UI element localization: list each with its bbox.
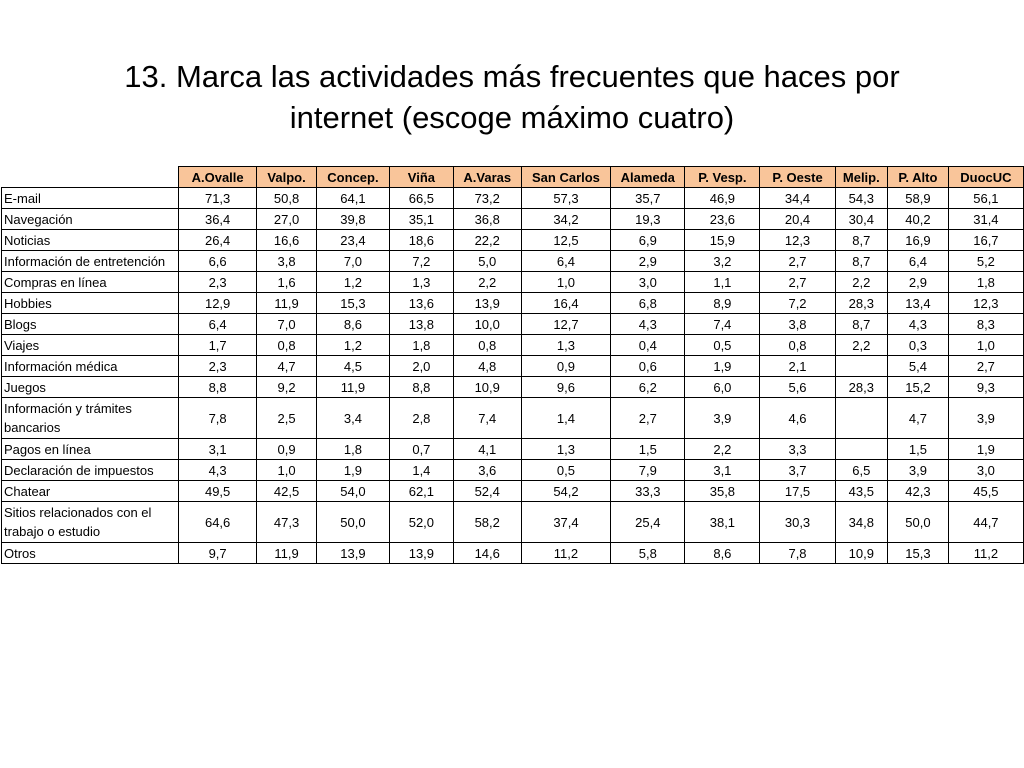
table-cell: 56,1 [948, 188, 1023, 209]
table-cell: 2,2 [835, 272, 887, 293]
table-cell: 5,8 [611, 543, 685, 564]
table-cell: 23,4 [316, 230, 389, 251]
table-cell: 4,1 [453, 439, 521, 460]
table-cell: 3,0 [948, 460, 1023, 481]
row-label: E-mail [2, 188, 179, 209]
row-label: Otros [2, 543, 179, 564]
table-cell: 10,9 [835, 543, 887, 564]
table-cell: 2,9 [888, 272, 949, 293]
table-row [2, 209, 1024, 230]
table-cell: 1,1 [685, 272, 760, 293]
table-cell: 3,0 [611, 272, 685, 293]
table-cell: 20,4 [760, 209, 835, 230]
table-cell: 2,2 [453, 272, 521, 293]
table-row [2, 272, 1024, 293]
table-cell: 15,3 [888, 543, 949, 564]
table-row [2, 293, 1024, 314]
column-header: Viña [389, 167, 453, 188]
column-header: P. Alto [888, 167, 949, 188]
table-cell: 18,6 [389, 230, 453, 251]
table-cell: 0,3 [888, 335, 949, 356]
table-cell: 1,3 [521, 439, 611, 460]
column-header: Alameda [611, 167, 685, 188]
table-cell: 9,6 [521, 377, 611, 398]
table-cell: 6,4 [521, 251, 611, 272]
table-cell: 22,2 [453, 230, 521, 251]
table-cell: 2,5 [257, 398, 317, 439]
column-header: P. Vesp. [685, 167, 760, 188]
table-cell: 35,1 [389, 209, 453, 230]
row-label: Noticias [2, 230, 179, 251]
table-cell: 3,7 [760, 460, 835, 481]
table-cell: 54,0 [316, 481, 389, 502]
table-cell: 8,7 [835, 251, 887, 272]
table-cell: 7,0 [316, 251, 389, 272]
table-cell: 1,5 [888, 439, 949, 460]
table-cell: 38,1 [685, 502, 760, 543]
table-cell: 8,9 [685, 293, 760, 314]
table-cell: 15,2 [888, 377, 949, 398]
table-cell: 13,9 [389, 543, 453, 564]
table-cell: 2,9 [611, 251, 685, 272]
table-row [2, 398, 1024, 439]
column-header: A.Varas [453, 167, 521, 188]
table-cell: 1,0 [521, 272, 611, 293]
slide-title-line-2: internet (escoge máximo cuatro) [289, 100, 735, 135]
table-cell: 8,7 [835, 314, 887, 335]
table-cell: 28,3 [835, 377, 887, 398]
table-cell: 1,8 [316, 439, 389, 460]
table-cell: 3,2 [685, 251, 760, 272]
table-cell: 54,2 [521, 481, 611, 502]
table-cell: 1,0 [948, 335, 1023, 356]
table-cell: 7,4 [453, 398, 521, 439]
table-cell: 11,2 [948, 543, 1023, 564]
row-label: Blogs [2, 314, 179, 335]
table-cell: 0,9 [257, 439, 317, 460]
table-cell: 0,5 [521, 460, 611, 481]
table-row [2, 543, 1024, 564]
table-cell: 11,9 [316, 377, 389, 398]
table-cell: 47,3 [257, 502, 317, 543]
row-label: Pagos en línea [2, 439, 179, 460]
table-row [2, 251, 1024, 272]
data-table-container [1, 166, 1024, 564]
table-cell: 0,8 [257, 335, 317, 356]
table-cell: 2,7 [948, 356, 1023, 377]
row-label: Información y trámites bancarios [2, 398, 179, 439]
table-cell: 10,9 [453, 377, 521, 398]
table-cell: 8,6 [685, 543, 760, 564]
table-cell: 7,8 [760, 543, 835, 564]
table-cell: 13,9 [316, 543, 389, 564]
table-cell: 15,9 [685, 230, 760, 251]
table-cell: 42,3 [888, 481, 949, 502]
table-cell: 2,2 [685, 439, 760, 460]
table-cell: 34,4 [760, 188, 835, 209]
table-cell: 25,4 [611, 502, 685, 543]
table-cell: 34,8 [835, 502, 887, 543]
table-cell: 1,4 [521, 398, 611, 439]
table-row [2, 481, 1024, 502]
table-cell: 1,0 [257, 460, 317, 481]
table-cell: 52,0 [389, 502, 453, 543]
table-cell: 1,8 [389, 335, 453, 356]
table-cell: 4,7 [257, 356, 317, 377]
table-cell: 1,9 [948, 439, 1023, 460]
table-cell: 0,8 [760, 335, 835, 356]
table-cell: 13,8 [389, 314, 453, 335]
table-cell: 8,7 [835, 230, 887, 251]
table-cell: 64,6 [179, 502, 257, 543]
table-cell: 10,0 [453, 314, 521, 335]
column-header: A.Ovalle [179, 167, 257, 188]
table-cell: 4,8 [453, 356, 521, 377]
table-cell: 9,3 [948, 377, 1023, 398]
table-cell: 39,8 [316, 209, 389, 230]
table-cell: 45,5 [948, 481, 1023, 502]
table-cell: 3,4 [316, 398, 389, 439]
table-cell: 2,1 [760, 356, 835, 377]
table-cell: 23,6 [685, 209, 760, 230]
table-cell: 33,3 [611, 481, 685, 502]
table-cell: 3,8 [760, 314, 835, 335]
table-cell: 35,7 [611, 188, 685, 209]
table-row [2, 439, 1024, 460]
table-cell: 9,2 [257, 377, 317, 398]
row-label: Navegación [2, 209, 179, 230]
table-cell: 35,8 [685, 481, 760, 502]
table-cell: 6,2 [611, 377, 685, 398]
table-cell: 7,4 [685, 314, 760, 335]
table-cell: 3,1 [685, 460, 760, 481]
table-cell: 4,6 [760, 398, 835, 439]
table-cell: 6,0 [685, 377, 760, 398]
table-cell: 6,6 [179, 251, 257, 272]
table-cell: 64,1 [316, 188, 389, 209]
table-cell: 6,8 [611, 293, 685, 314]
table-cell: 13,6 [389, 293, 453, 314]
table-cell: 1,9 [685, 356, 760, 377]
table-cell: 16,6 [257, 230, 317, 251]
table-cell: 8,3 [948, 314, 1023, 335]
table-cell: 9,7 [179, 543, 257, 564]
table-cell: 2,3 [179, 356, 257, 377]
table-cell: 16,9 [888, 230, 949, 251]
table-cell: 2,8 [389, 398, 453, 439]
table-cell: 1,5 [611, 439, 685, 460]
table-cell: 15,3 [316, 293, 389, 314]
table-cell: 7,9 [611, 460, 685, 481]
table-cell: 3,6 [453, 460, 521, 481]
table-cell: 7,2 [389, 251, 453, 272]
table-cell: 54,3 [835, 188, 887, 209]
table-cell: 1,2 [316, 272, 389, 293]
table-cell: 3,9 [948, 398, 1023, 439]
table-cell: 40,2 [888, 209, 949, 230]
table-cell: 7,0 [257, 314, 317, 335]
table-cell: 7,2 [760, 293, 835, 314]
table-cell: 17,5 [760, 481, 835, 502]
table-cell: 5,6 [760, 377, 835, 398]
slide-title-line-1: 13. Marca las actividades más frecuentes que haces por [124, 59, 900, 94]
data-table [1, 166, 1024, 564]
column-header: DuocUC [948, 167, 1023, 188]
table-cell: 0,5 [685, 335, 760, 356]
table-cell: 3,8 [257, 251, 317, 272]
table-cell: 50,0 [888, 502, 949, 543]
table-cell: 7,8 [179, 398, 257, 439]
table-cell: 13,4 [888, 293, 949, 314]
row-label: Información médica [2, 356, 179, 377]
table-cell: 0,7 [389, 439, 453, 460]
table-row [2, 356, 1024, 377]
table-cell: 14,6 [453, 543, 521, 564]
table-cell: 4,3 [888, 314, 949, 335]
table-cell: 0,4 [611, 335, 685, 356]
table-cell: 30,4 [835, 209, 887, 230]
row-label: Sitios relacionados con el trabajo o estudio [2, 502, 179, 543]
table-cell: 13,9 [453, 293, 521, 314]
table-cell: 5,4 [888, 356, 949, 377]
table-cell: 2,7 [611, 398, 685, 439]
table-cell: 0,8 [453, 335, 521, 356]
row-label: Hobbies [2, 293, 179, 314]
table-cell: 73,2 [453, 188, 521, 209]
table-cell: 6,4 [179, 314, 257, 335]
table-cell [835, 356, 887, 377]
table-cell: 52,4 [453, 481, 521, 502]
table-cell: 36,4 [179, 209, 257, 230]
row-label: Chatear [2, 481, 179, 502]
table-cell: 2,7 [760, 272, 835, 293]
table-cell: 4,3 [611, 314, 685, 335]
table-cell: 1,4 [389, 460, 453, 481]
table-row [2, 230, 1024, 251]
table-cell: 12,3 [760, 230, 835, 251]
table-cell: 46,9 [685, 188, 760, 209]
table-cell: 2,0 [389, 356, 453, 377]
column-header: Concep. [316, 167, 389, 188]
table-cell: 11,9 [257, 293, 317, 314]
table-header-row [2, 167, 1024, 188]
table-row [2, 188, 1024, 209]
table-row [2, 377, 1024, 398]
table-cell: 1,2 [316, 335, 389, 356]
table-cell: 3,9 [888, 460, 949, 481]
column-header: Valpo. [257, 167, 317, 188]
row-label: Viajes [2, 335, 179, 356]
table-cell: 42,5 [257, 481, 317, 502]
table-cell: 3,1 [179, 439, 257, 460]
table-row [2, 314, 1024, 335]
table-cell: 6,5 [835, 460, 887, 481]
table-cell: 6,9 [611, 230, 685, 251]
table-cell: 16,7 [948, 230, 1023, 251]
table-cell: 71,3 [179, 188, 257, 209]
column-header: San Carlos [521, 167, 611, 188]
table-cell: 28,3 [835, 293, 887, 314]
table-cell: 12,5 [521, 230, 611, 251]
table-cell: 6,4 [888, 251, 949, 272]
table-cell: 8,8 [179, 377, 257, 398]
table-cell: 1,6 [257, 272, 317, 293]
table-cell: 8,6 [316, 314, 389, 335]
slide-title [40, 56, 984, 138]
table-cell: 11,2 [521, 543, 611, 564]
row-label: Juegos [2, 377, 179, 398]
table-cell [835, 398, 887, 439]
table-cell: 3,9 [685, 398, 760, 439]
table-cell: 1,3 [521, 335, 611, 356]
table-cell: 4,5 [316, 356, 389, 377]
table-cell: 36,8 [453, 209, 521, 230]
table-cell: 57,3 [521, 188, 611, 209]
table-cell: 2,2 [835, 335, 887, 356]
table-cell: 1,8 [948, 272, 1023, 293]
table-cell: 58,9 [888, 188, 949, 209]
table-cell: 1,3 [389, 272, 453, 293]
table-cell: 26,4 [179, 230, 257, 251]
table-cell: 44,7 [948, 502, 1023, 543]
table-cell: 8,8 [389, 377, 453, 398]
table-cell: 43,5 [835, 481, 887, 502]
table-cell: 3,3 [760, 439, 835, 460]
table-cell: 5,2 [948, 251, 1023, 272]
table-cell: 19,3 [611, 209, 685, 230]
table-cell: 2,7 [760, 251, 835, 272]
table-cell: 11,9 [257, 543, 317, 564]
table-cell: 2,3 [179, 272, 257, 293]
table-cell: 49,5 [179, 481, 257, 502]
table-cell: 27,0 [257, 209, 317, 230]
table-cell: 0,6 [611, 356, 685, 377]
table-cell: 4,3 [179, 460, 257, 481]
table-cell: 5,0 [453, 251, 521, 272]
table-cell: 16,4 [521, 293, 611, 314]
column-header: P. Oeste [760, 167, 835, 188]
table-cell: 37,4 [521, 502, 611, 543]
row-label: Declaración de impuestos [2, 460, 179, 481]
column-header: Melip. [835, 167, 887, 188]
table-header-corner [2, 167, 179, 188]
table-row [2, 460, 1024, 481]
table-cell: 58,2 [453, 502, 521, 543]
table-cell: 0,9 [521, 356, 611, 377]
table-row [2, 335, 1024, 356]
table-cell: 62,1 [389, 481, 453, 502]
table-cell: 66,5 [389, 188, 453, 209]
row-label: Información de entretención [2, 251, 179, 272]
table-cell: 12,9 [179, 293, 257, 314]
table-cell [835, 439, 887, 460]
row-label: Compras en línea [2, 272, 179, 293]
table-row [2, 502, 1024, 543]
table-cell: 31,4 [948, 209, 1023, 230]
table-cell: 50,0 [316, 502, 389, 543]
table-cell: 50,8 [257, 188, 317, 209]
table-cell: 1,9 [316, 460, 389, 481]
table-cell: 4,7 [888, 398, 949, 439]
table-cell: 1,7 [179, 335, 257, 356]
table-cell: 34,2 [521, 209, 611, 230]
table-cell: 12,7 [521, 314, 611, 335]
table-cell: 12,3 [948, 293, 1023, 314]
table-cell: 30,3 [760, 502, 835, 543]
